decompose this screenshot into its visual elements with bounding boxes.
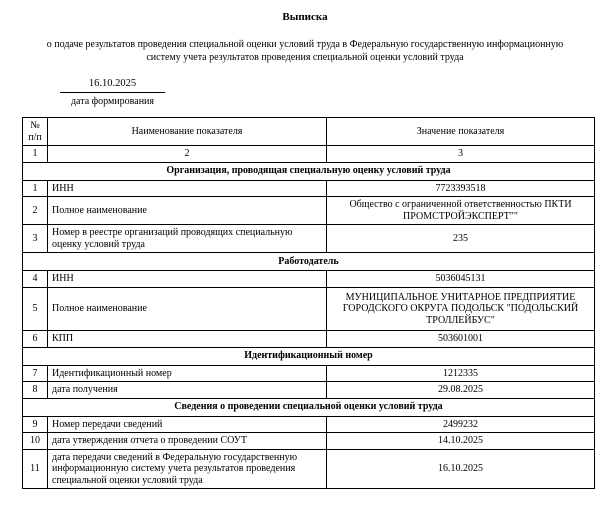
row-num: 11 xyxy=(23,449,48,489)
column-number-2: 2 xyxy=(48,146,327,163)
subtitle-line-1: о подаче результатов проведения специальной оценки условий труда в Федеральную государственную информационную xyxy=(46,39,564,50)
document-title: Выписка xyxy=(282,11,328,23)
row-value: 235 xyxy=(327,225,595,253)
table-row xyxy=(23,271,595,288)
table-row xyxy=(23,449,595,489)
row-name: Полное наименование xyxy=(48,287,327,331)
row-name: дата утверждения отчета о проведении СОУТ xyxy=(48,433,327,450)
header-name: Наименование показателя xyxy=(48,118,327,146)
formation-date-label: дата формирования xyxy=(70,96,155,107)
row-name: ИНН xyxy=(48,180,327,197)
table-row xyxy=(23,416,595,433)
section-title-identification: Идентификационный номер xyxy=(23,347,595,365)
column-number-3: 3 xyxy=(327,146,595,163)
formation-date-block xyxy=(60,78,165,107)
row-name: КПП xyxy=(48,331,327,348)
document-subtitle xyxy=(0,38,610,64)
row-value: 5036045131 xyxy=(327,271,595,288)
section-row xyxy=(23,253,595,271)
row-name: Номер в реестре организаций проводящих специальную оценку условий труда xyxy=(48,225,327,253)
row-num: 4 xyxy=(23,271,48,288)
row-value: 2499232 xyxy=(327,416,595,433)
header-num: № п/п xyxy=(23,118,48,146)
table-row xyxy=(23,331,595,348)
row-num: 8 xyxy=(23,382,48,399)
row-num: 1 xyxy=(23,180,48,197)
row-name: Идентификационный номер xyxy=(48,365,327,382)
row-name: Полное наименование xyxy=(48,197,327,225)
row-name: ИНН xyxy=(48,271,327,288)
row-value: 14.10.2025 xyxy=(327,433,595,450)
row-num: 5 xyxy=(23,287,48,331)
table-row xyxy=(23,365,595,382)
table-row xyxy=(23,225,595,253)
table-row xyxy=(23,180,595,197)
row-name: Номер передачи сведений xyxy=(48,416,327,433)
header-value: Значение показателя xyxy=(327,118,595,146)
row-value: 503601001 xyxy=(327,331,595,348)
section-row xyxy=(23,162,595,180)
row-name: дата передачи сведений в Федеральную государственную информационную систему учета результатов проведения специальной оценки условий труда xyxy=(48,449,327,489)
row-value: 29.08.2025 xyxy=(327,382,595,399)
column-number-row xyxy=(23,146,595,163)
table-row xyxy=(23,197,595,225)
row-num: 6 xyxy=(23,331,48,348)
table-header-row xyxy=(23,118,595,146)
table-row xyxy=(23,287,595,331)
report-table xyxy=(22,117,595,489)
row-value: 7723393518 xyxy=(327,180,595,197)
section-title-employer: Работодатель xyxy=(23,253,595,271)
subtitle-line-2: систему учета результатов проведения специальной оценки условий труда xyxy=(146,52,464,63)
row-num: 2 xyxy=(23,197,48,225)
row-num: 10 xyxy=(23,433,48,450)
section-title-organization: Организация, проводящая специальную оценку условий труда xyxy=(23,162,595,180)
formation-date: 16.10.2025 xyxy=(60,78,165,93)
row-name: дата получения xyxy=(48,382,327,399)
section-row xyxy=(23,347,595,365)
section-row xyxy=(23,398,595,416)
row-num: 7 xyxy=(23,365,48,382)
column-number-1: 1 xyxy=(23,146,48,163)
row-value: Общество с ограниченной ответственностью ПКТИ ПРОМСТРОЙЭКСПЕРТ"" xyxy=(327,197,595,225)
row-value: МУНИЦИПАЛЬНОЕ УНИТАРНОЕ ПРЕДПРИЯТИЕ ГОРОДСКОГО ОКРУГА ПОДОЛЬСК "ПОДОЛЬСКИЙ ТРОЛЛЕЙБУС" xyxy=(327,287,595,331)
row-value: 16.10.2025 xyxy=(327,449,595,489)
table-row xyxy=(23,433,595,450)
row-value: 1212335 xyxy=(327,365,595,382)
section-title-assessment: Сведения о проведении специальной оценки условий труда xyxy=(23,398,595,416)
row-num: 3 xyxy=(23,225,48,253)
table-row xyxy=(23,382,595,399)
row-num: 9 xyxy=(23,416,48,433)
